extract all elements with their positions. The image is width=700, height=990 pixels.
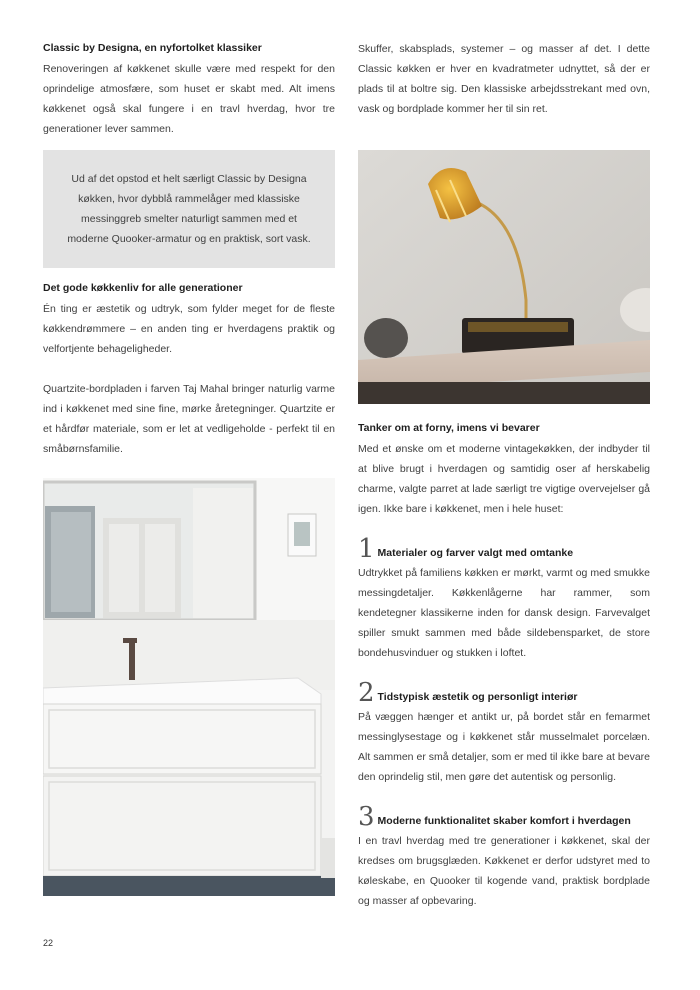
quote-text: Ud af det opstod et helt særligt Classic by Designa køkken, hvor dybblå rammelåger med klassiske messinggreb smelter naturligt sammen med et moderne Quooker-armatur og en praktisk, sort vask. [67,173,311,245]
section-heading-classic: Classic by Designa, en nyfortolket klassiker [43,42,262,54]
point-number: 1 [358,534,375,564]
point-3-heading [358,802,650,832]
section-body-renew: Med et ønske om et moderne vintagekøkken, der indbyder til at blive brugt i hverdagen og samtidig oser af herskabelig charme, valgte parret at lade særligt tre vigtige overvejelser gå igen. Ikke bare i køkkenet, men i hele huset: [358,443,650,515]
section-body-classic: Renoveringen af køkkenet skulle være med respekt for den oprindelige atmosfære, som huset er skabt med. Alt imens køkkenet også skal fungere i en travl hverdag, hvor tre generationer lever sammen. [43,63,335,135]
bathroom-photo [43,478,335,896]
point-1-body: Udtrykket på familiens køkken er mørkt, varmt og med smukke messingdetaljer. Køkkenlågerne har rammer, som kendetegner klassikerne inden for dansk design. Farvevalget spiller smukt sammen med både sildebensparket, de store bondehusvinduer og stukken i loftet. [358,567,650,659]
intro-text: Skuffer, skabsplads, systemer – og masser af det. I dette Classic køkken er hver en kvadratmeter udnyttet, så der er plads til at boltre sig. Den klassiske arbejdsstrekant med ovn, vask og bordplade kommer her til sin ret. [358,43,650,115]
section-body-kitchen-life-1: Én ting er æstetik og udtryk, som fylder meget for de fleste køkkendrømmere – en anden ting er hverdagens praktik og velfortjente behageligheder. [43,303,335,355]
section-body-kitchen-life-2: Quartzite-bordpladen i farven Taj Mahal bringer naturlig varme ind i køkkenet med sine fine, mørke åretegninger. Quartzite er et hårdfør materiale, som er let at vedligeholde - perfekt til en småbørnsfamilie. [43,383,335,455]
page-number: 22 [43,938,54,948]
point-2-body: På væggen hænger et antikt ur, på bordet står en femarmet messinglysestage og i køkkenet står musselmalet porcelæn. Alt sammen er små detaljer, som er med til ikke bare at bevare den oprindelig stil, men gøre det autentisk og personlig. [358,711,650,783]
section-heading-kitchen-life: Det gode køkkenliv for alle generationer [43,282,243,294]
point-2-heading [358,678,650,708]
point-1-heading [358,534,650,564]
point-number: 3 [358,802,375,832]
point-3-body: I en travl hverdag med tre generationer i køkkenet, skal der kredses om brugsglæden. Køkkenet er derfor udstyret med to køleskabe, en Quooker til kogende vand, praktisk bordplade og masser af opbevaring. [358,835,650,907]
point-title: Tidstypisk æstetik og personligt interiør [377,691,578,703]
section-heading-renew: Tanker om at forny, imens vi bevarer [358,422,540,434]
brass-lamp-photo [358,150,650,404]
quote-box [43,150,335,268]
point-title: Materialer og farver valgt med omtanke [377,547,574,559]
point-number: 2 [358,678,375,708]
point-title: Moderne funktionalitet skaber komfort i hverdagen [377,815,631,827]
